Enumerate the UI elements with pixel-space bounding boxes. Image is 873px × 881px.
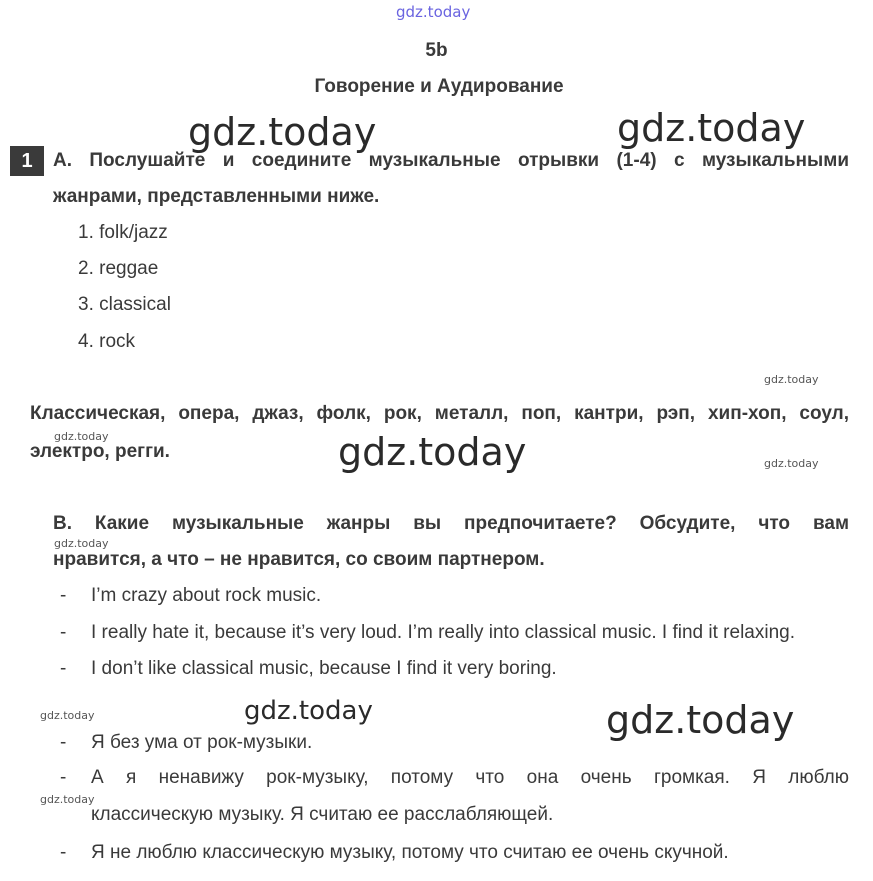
section-number: 5b	[425, 40, 448, 61]
dash-bullet: -	[60, 732, 67, 753]
dialogue-line-ru: Я без ума от рок-музыки.	[91, 732, 313, 753]
watermark-small-1: gdz.today	[764, 373, 819, 386]
watermark-top: gdz.today	[396, 3, 471, 21]
watermark-small-2: gdz.today	[54, 430, 109, 443]
genres-line2: электро, регги.	[30, 441, 170, 462]
dash-bullet: -	[60, 622, 67, 643]
task-b-line1: B. Какие музыкальные жанры вы предпочитаете? Обсудите, что вам	[53, 513, 849, 534]
dialogue-line-en: I’m crazy about rock music.	[91, 585, 322, 606]
watermark-mid-1: gdz.today	[244, 696, 373, 726]
dialogue-line-en: I don’t like classical music, because I find it very boring.	[91, 658, 557, 679]
dash-bullet: -	[60, 842, 67, 863]
list-item: 4. rock	[78, 331, 136, 352]
watermark-small-3: gdz.today	[764, 457, 819, 470]
dialogue-line-ru: А я ненавижу рок-музыку, потому что она очень громкая. Я люблю	[91, 767, 849, 788]
watermark-small-4: gdz.today	[54, 537, 109, 550]
task-a-line1: А. Послушайте и соедините музыкальные отрывки (1-4) с музыкальными	[53, 150, 849, 171]
dash-bullet: -	[60, 658, 67, 679]
list-item: 2. reggae	[78, 258, 159, 279]
watermark-big-2: gdz.today	[617, 106, 806, 150]
genres-line1: Классическая, опера, джаз, фолк, рок, металл, поп, кантри, рэп, хип-хоп, соул,	[30, 403, 849, 424]
dash-bullet: -	[60, 767, 67, 788]
dash-bullet: -	[60, 585, 67, 606]
watermark-big-4: gdz.today	[606, 698, 795, 742]
task-b-line2: нравится, а что – не нравится, со своим партнером.	[53, 549, 545, 570]
section-title: Говорение и Аудирование	[314, 76, 564, 97]
dialogue-line-ru: классическую музыку. Я считаю ее расслабляющей.	[91, 804, 554, 825]
task-a-line2: жанрами, представленными ниже.	[53, 186, 380, 207]
watermark-small-6: gdz.today	[40, 793, 95, 806]
dialogue-line-ru: Я не люблю классическую музыку, потому что считаю ее очень скучной.	[91, 842, 729, 863]
list-item: 1. folk/jazz	[78, 222, 168, 243]
watermark-big-3: gdz.today	[338, 430, 527, 474]
dialogue-line-en: I really hate it, because it’s very loud. I’m really into classical music. I find it relaxing.	[91, 622, 795, 643]
list-item: 3. classical	[78, 294, 171, 315]
task-number-badge: 1	[10, 146, 44, 176]
watermark-small-5: gdz.today	[40, 709, 95, 722]
watermark-big-1: gdz.today	[188, 110, 377, 154]
